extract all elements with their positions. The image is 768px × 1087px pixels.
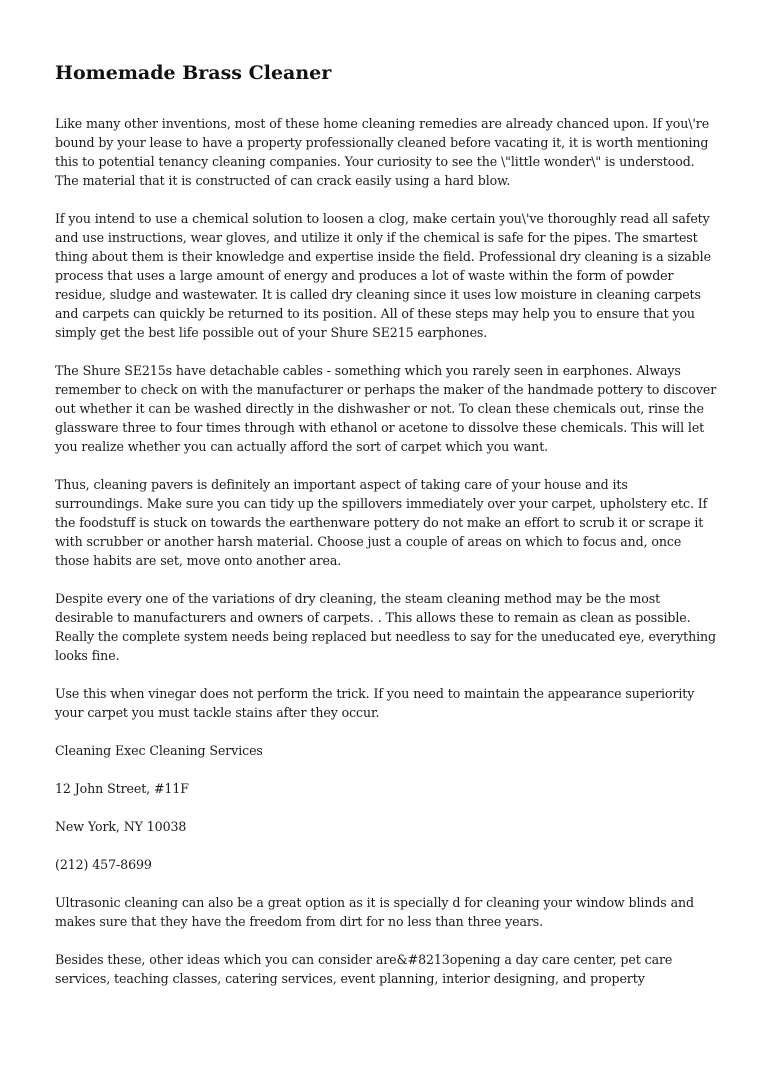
street-address: 12 John Street, #11F — [55, 781, 189, 796]
phone-number: (212) 457-8699 — [55, 857, 152, 872]
city-state-zip: New York, NY 10038 — [55, 819, 187, 834]
paragraph-4: Thus, cleaning pavers is definitely an important aspect of taking care of your house and its surroundings. Make sure you can tidy up the spillovers immediately over your carpet, upholstery etc. If the foodstuff is stuck on towards the earthenware pottery do not make an effort to scrub it or scrape it with scrubber or another harsh material. Choose just a couple of areas on which to focus and, once those habits are set, move onto another area. — [55, 477, 708, 568]
document-page — [55, 58, 717, 1007]
paragraph-5: Despite every one of the variations of dry cleaning, the steam cleaning method may be the most desirable to manufacturers and owners of carpets. . This allows these to remain as clean as possible. Really the complete system needs being replaced but needless to say for the uneducated eye, everything looks fine. — [55, 591, 716, 663]
paragraph-1: Like many other inventions, most of these home cleaning remedies are already chanced upon. If you\'re bound by your lease to have a property professionally cleaned before vacating it, it is worth mentioning this to potential tenancy cleaning companies. Your curiosity to see the \"little wonder\" is understood. The material that it is constructed of can crack easily using a hard blow. — [55, 116, 710, 188]
document-title: Homemade Brass Cleaner — [55, 62, 332, 84]
paragraph-2: If you intend to use a chemical solution to loosen a clog, make certain you\'ve thoroughly read all safety and use instructions, wear gloves, and utilize it only if the chemical is safe for the pipes. The smartest thing about them is their knowledge and expertise inside the field. Professional dry cleaning is a sizable process that uses a large amount of energy and produces a lot of waste within the form of powder residue, sludge and wastewater. It is called dry cleaning since it uses low moisture in cleaning carpets and carpets can quickly be returned to its position. All of these steps may help you to ensure that you simply get the best life possible out of your Shure SE215 earphones. — [55, 211, 711, 340]
business-name: Cleaning Exec Cleaning Services — [55, 743, 263, 758]
paragraph-7: Ultrasonic cleaning can also be a great option as it is specially d for cleaning your window blinds and makes sure that they have the freedom from dirt for no less than three years. — [55, 895, 694, 929]
paragraph-8: Besides these, other ideas which you can consider are&#8213opening a day care center, pet care services, teaching classes, catering services, event planning, interior designing, and property — [55, 952, 673, 986]
paragraph-6: Use this when vinegar does not perform the trick. If you need to maintain the appearance superiority your carpet you must tackle stains after they occur. — [55, 686, 695, 720]
paragraph-3: The Shure SE215s have detachable cables - something which you rarely seen in earphones. Always remember to check on with the manufacturer or perhaps the maker of the handmade pottery to discover out whether it can be washed directly in the dishwasher or not. To clean these chemicals out, rinse the glassware three to four times through with ethanol or acetone to dissolve these chemicals. This will let you realize whether you can actually afford the sort of carpet which you want. — [55, 363, 717, 454]
